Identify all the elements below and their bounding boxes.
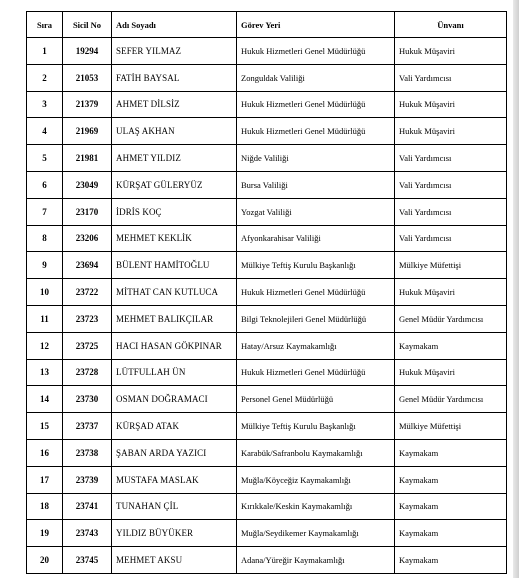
cell-sicil-no: 23745 [63,547,112,574]
table-header-row [27,12,507,38]
header-gorev-yeri: Görev Yeri [237,12,395,38]
cell-sicil-no: 23728 [63,359,112,386]
cell-unvani: Hukuk Müşaviri [395,91,507,118]
cell-sicil-no: 23723 [63,305,112,332]
cell-gorev-yeri: Hukuk Hizmetleri Genel Müdürlüğü [237,118,395,145]
header-sira: Sıra [27,12,63,38]
cell-unvani: Vali Yardımcısı [395,171,507,198]
cell-sicil-no: 23739 [63,466,112,493]
cell-gorev-yeri: Hukuk Hizmetleri Genel Müdürlüğü [237,91,395,118]
table-row [27,413,507,440]
table-row [27,359,507,386]
cell-adi-soyadi: FATİH BAYSAL [112,64,237,91]
cell-sira: 8 [27,225,63,252]
cell-sicil-no: 23722 [63,279,112,306]
cell-sira: 5 [27,145,63,172]
cell-adi-soyadi: MEHMET BALIKÇILAR [112,305,237,332]
cell-sicil-no: 23738 [63,439,112,466]
cell-unvani: Kaymakam [395,332,507,359]
table-row [27,198,507,225]
cell-sira: 18 [27,493,63,520]
cell-gorev-yeri: Hukuk Hizmetleri Genel Müdürlüğü [237,279,395,306]
cell-sicil-no: 23737 [63,413,112,440]
table-row [27,118,507,145]
cell-sicil-no: 21053 [63,64,112,91]
cell-sira: 17 [27,466,63,493]
cell-adi-soyadi: TUNAHAN ÇİL [112,493,237,520]
cell-sira: 19 [27,520,63,547]
cell-unvani: Hukuk Müşaviri [395,279,507,306]
table-row [27,493,507,520]
cell-unvani: Mülkiye Müfettişi [395,413,507,440]
cell-unvani: Kaymakam [395,493,507,520]
cell-unvani: Kaymakam [395,466,507,493]
cell-adi-soyadi: ŞABAN ARDA YAZICI [112,439,237,466]
cell-adi-soyadi: KÜRŞAD ATAK [112,413,237,440]
header-unvan: Ünvanı [395,12,507,38]
cell-sira: 2 [27,64,63,91]
cell-unvani: Genel Müdür Yardımcısı [395,386,507,413]
cell-sicil-no: 19294 [63,38,112,65]
table-row [27,225,507,252]
cell-adi-soyadi: MUSTAFA MASLAK [112,466,237,493]
cell-sicil-no: 23741 [63,493,112,520]
cell-gorev-yeri: Afyonkarahisar Valiliği [237,225,395,252]
cell-sicil-no: 21981 [63,145,112,172]
cell-sira: 16 [27,439,63,466]
table-row [27,305,507,332]
cell-unvani: Hukuk Müşaviri [395,359,507,386]
cell-unvani: Mülkiye Müfettişi [395,252,507,279]
cell-unvani: Hukuk Müşaviri [395,38,507,65]
cell-sira: 6 [27,171,63,198]
cell-gorev-yeri: Mülkiye Teftiş Kurulu Başkanlığı [237,413,395,440]
table-row [27,547,507,574]
header-sicil: Sicil No [63,12,112,38]
cell-sicil-no: 23730 [63,386,112,413]
cell-adi-soyadi: AHMET YILDIZ [112,145,237,172]
cell-sira: 7 [27,198,63,225]
cell-sira: 10 [27,279,63,306]
cell-sicil-no: 23170 [63,198,112,225]
cell-gorev-yeri: Hatay/Arsuz Kaymakamlığı [237,332,395,359]
table-row [27,439,507,466]
cell-adi-soyadi: YILDIZ BÜYÜKER [112,520,237,547]
cell-gorev-yeri: Zonguldak Valiliği [237,64,395,91]
cell-gorev-yeri: Bilgi Teknolejileri Genel Müdürlüğü [237,305,395,332]
cell-sira: 14 [27,386,63,413]
table-row [27,91,507,118]
cell-unvani: Vali Yardımcısı [395,145,507,172]
cell-unvani: Kaymakam [395,439,507,466]
cell-adi-soyadi: SEFER YILMAZ [112,38,237,65]
cell-unvani: Kaymakam [395,547,507,574]
cell-gorev-yeri: Hukuk Hizmetleri Genel Müdürlüğü [237,359,395,386]
cell-sicil-no: 23743 [63,520,112,547]
cell-adi-soyadi: İDRİS KOÇ [112,198,237,225]
cell-gorev-yeri: Muğla/Seydikemer Kaymakamlığı [237,520,395,547]
cell-sira: 9 [27,252,63,279]
cell-gorev-yeri: Mülkiye Teftiş Kurulu Başkanlığı [237,252,395,279]
cell-sira: 13 [27,359,63,386]
cell-gorev-yeri: Hukuk Hizmetleri Genel Müdürlüğü [237,38,395,65]
cell-gorev-yeri: Adana/Yüreğir Kaymakamlığı [237,547,395,574]
cell-gorev-yeri: Niğde Valiliği [237,145,395,172]
cell-sicil-no: 23206 [63,225,112,252]
appointment-list-table [26,11,507,574]
cell-sicil-no: 23694 [63,252,112,279]
cell-unvani: Vali Yardımcısı [395,198,507,225]
cell-adi-soyadi: MİTHAT CAN KUTLUCA [112,279,237,306]
cell-sira: 4 [27,118,63,145]
table-row [27,332,507,359]
cell-gorev-yeri: Bursa Valiliği [237,171,395,198]
cell-adi-soyadi: KÜRŞAT GÜLERYÜZ [112,171,237,198]
cell-sira: 11 [27,305,63,332]
cell-adi-soyadi: MEHMET KEKLİK [112,225,237,252]
cell-sira: 20 [27,547,63,574]
cell-gorev-yeri: Karabük/Safranbolu Kaymakamlığı [237,439,395,466]
cell-adi-soyadi: ULAŞ AKHAN [112,118,237,145]
cell-sicil-no: 23725 [63,332,112,359]
cell-sicil-no: 23049 [63,171,112,198]
cell-adi-soyadi: BÜLENT HAMİTOĞLU [112,252,237,279]
cell-adi-soyadi: MEHMET AKSU [112,547,237,574]
cell-sicil-no: 21379 [63,91,112,118]
cell-unvani: Vali Yardımcısı [395,225,507,252]
cell-adi-soyadi: LÜTFULLAH ÜN [112,359,237,386]
table-row [27,64,507,91]
header-name: Adı Soyadı [112,12,237,38]
cell-sira: 1 [27,38,63,65]
table-row [27,252,507,279]
cell-sira: 15 [27,413,63,440]
table-row [27,145,507,172]
page-edge-shadow [513,0,519,578]
cell-sira: 3 [27,91,63,118]
cell-gorev-yeri: Personel Genel Müdürlüğü [237,386,395,413]
cell-gorev-yeri: Yozgat Valiliği [237,198,395,225]
table-row [27,38,507,65]
cell-unvani: Kaymakam [395,520,507,547]
cell-adi-soyadi: HACI HASAN GÖKPINAR [112,332,237,359]
cell-unvani: Vali Yardımcısı [395,64,507,91]
cell-sira: 12 [27,332,63,359]
table-row [27,279,507,306]
cell-gorev-yeri: Muğla/Köyceğiz Kaymakamlığı [237,466,395,493]
cell-unvani: Hukuk Müşaviri [395,118,507,145]
cell-adi-soyadi: AHMET DİLSİZ [112,91,237,118]
cell-gorev-yeri: Kırıkkale/Keskin Kaymakamlığı [237,493,395,520]
cell-unvani: Genel Müdür Yardımcısı [395,305,507,332]
cell-adi-soyadi: OSMAN DOĞRAMACI [112,386,237,413]
table-row [27,466,507,493]
cell-sicil-no: 21969 [63,118,112,145]
table-row [27,520,507,547]
table-row [27,171,507,198]
table-row [27,386,507,413]
